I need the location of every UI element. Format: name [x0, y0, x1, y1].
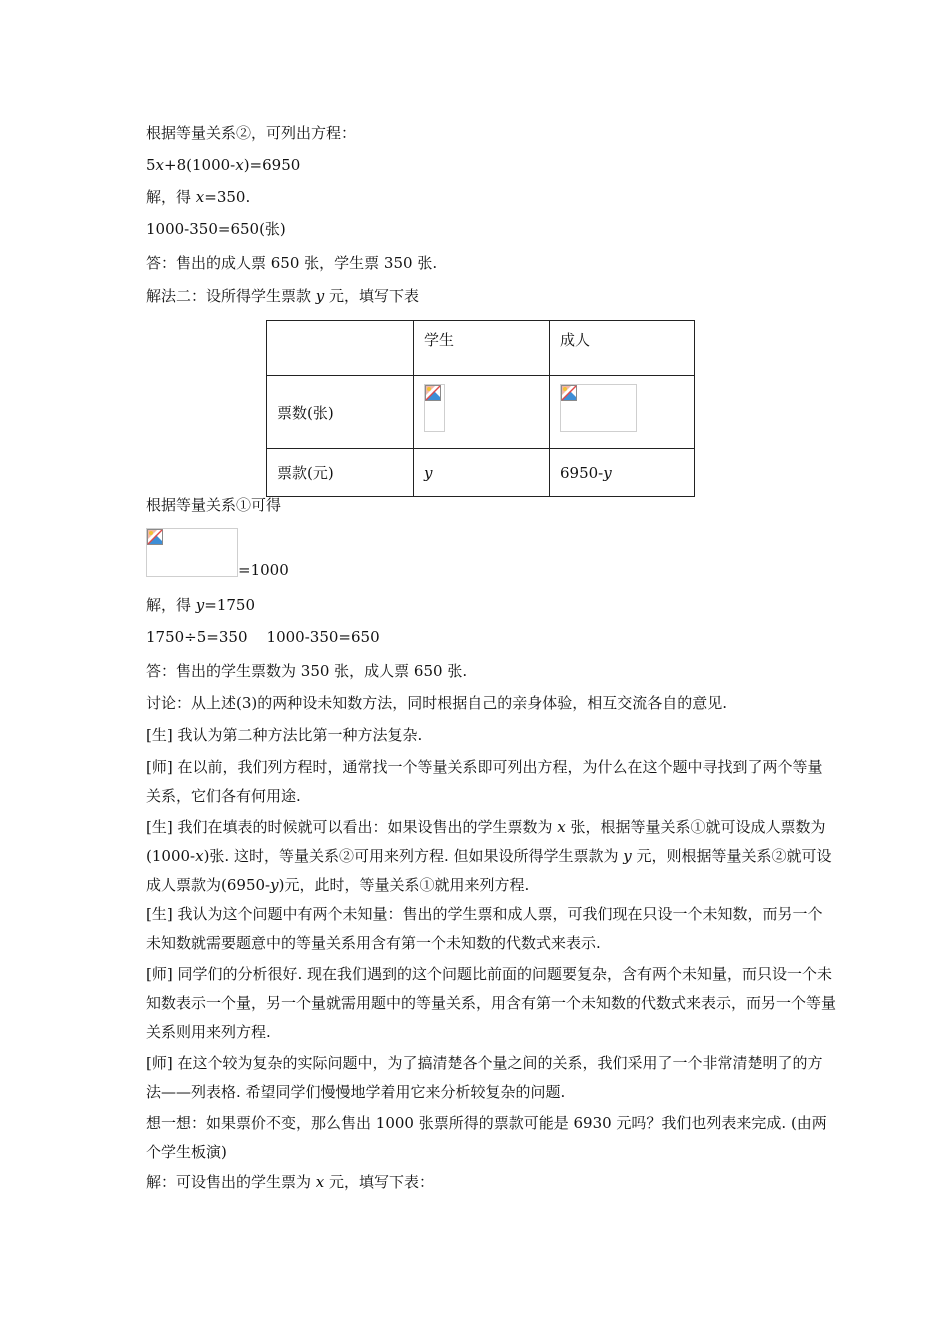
var-y: y	[623, 847, 632, 865]
var-y: y	[603, 463, 612, 482]
text: )张. 这时，等量关系②可用来列方程. 但如果设所得学生票款为	[203, 847, 624, 865]
broken-image-icon	[424, 384, 445, 432]
line-discussion: 讨论：从上述(3)的两种设未知数方法，同时根据自己的亲身体验，相互交流各自的意见.	[146, 694, 728, 712]
broken-image-icon	[560, 384, 637, 432]
eq-part: +8(1000-	[164, 156, 236, 174]
line-answer-2: 答：售出的学生票数为 350 张，成人票 650 张.	[146, 662, 468, 680]
line-calc: 1000-350=650(张)	[146, 220, 286, 238]
table-row	[267, 449, 695, 497]
var-y: y	[424, 463, 433, 482]
text: 元，则根据等量关系②就可设成人票款为(6950-	[146, 847, 832, 894]
table-cell	[550, 376, 695, 449]
line-equation	[146, 155, 300, 175]
var-x: x	[557, 818, 566, 836]
paragraph-think: 想一想：如果票价不变，那么售出 1000 张票所得的票款可能是 6930 元吗？我们也列表来完成. (由两个学生板演)	[146, 1114, 827, 1161]
broken-image-icon	[146, 528, 238, 577]
table-row	[267, 376, 695, 449]
line-solution-x	[146, 187, 250, 207]
text: 解法二：设所得学生票款	[146, 287, 316, 305]
var-x: x	[195, 847, 204, 865]
table-cell	[414, 449, 550, 497]
var-y: y	[195, 596, 205, 614]
line-method-two	[146, 286, 419, 306]
equation-row	[146, 528, 289, 577]
paragraph-teacher-5: [师] 在这个较为复杂的实际问题中，为了搞清楚各个量之间的关系，我们采用了一个非常清楚明了的方法——列表格. 希望同学们慢慢地学着用它来分析较复杂的问题.	[146, 1054, 823, 1101]
text: 解，得	[146, 596, 196, 614]
paragraph-student-3: [生] 我认为这个问题中有两个未知量：售出的学生票和成人票，可我们现在只设一个未知数，而另一个未知数就需要题意中的等量关系用含有第一个未知数的代数式来表示.	[146, 905, 823, 952]
line-relation-one: 根据等量关系①可得	[146, 496, 282, 514]
table-row	[267, 321, 695, 376]
ticket-table	[266, 320, 695, 497]
line-student-remark: [生] 我认为第二种方法比第一种方法复杂.	[146, 726, 423, 744]
table-cell	[267, 321, 414, 376]
eq-tail: =1000	[238, 561, 289, 579]
line-solution-setup	[146, 1172, 434, 1192]
table-cell	[414, 376, 550, 449]
var-y: y	[315, 287, 325, 305]
line-solution-y	[146, 595, 255, 615]
var-x: x	[155, 156, 165, 174]
var-x: x	[315, 1173, 325, 1191]
text: 6950-	[560, 463, 604, 482]
text: 解：可设售出的学生票为	[146, 1173, 316, 1191]
table-header-adult: 成人	[550, 321, 695, 376]
var-x: x	[195, 188, 205, 206]
table-header-student: 学生	[414, 321, 550, 376]
paragraph-teacher-1: [师] 在以前，我们列方程时，通常找一个等量关系即可列出方程，为什么在这个题中寻找到了两个等量关系，它们各有何用途.	[146, 758, 823, 805]
text: 元，填写下表	[324, 287, 420, 305]
eq-part: 5	[146, 156, 156, 174]
text: =350.	[204, 188, 251, 206]
text: 元，填写下表：	[324, 1173, 435, 1191]
text: [生] 我们在填表的时候就可以看出：如果设售出的学生票数为	[146, 818, 558, 836]
table-row-label-amount: 票款(元)	[267, 449, 414, 497]
table-cell	[550, 449, 695, 497]
table-row-label-count: 票数(张)	[267, 376, 414, 449]
var-x: x	[235, 156, 244, 174]
text: 张，根据等量关系①就可设成人票数为(1000-	[146, 818, 826, 865]
text: =1750	[204, 596, 256, 614]
line-calc-2: 1750÷5=350 1000-350=650	[146, 628, 380, 646]
eq-part: )=6950	[243, 156, 301, 174]
text: 解，得	[146, 188, 196, 206]
line-equation-intro: 根据等量关系②，可列出方程：	[146, 124, 357, 142]
paragraph-teacher-4: [师] 同学们的分析很好. 现在我们遇到的这个问题比前面的问题要复杂，含有两个未知量，而只设一个未知数表示一个量，另一个量就需用题中的等量关系，用含有第一个未知数的代数式来表示，而另一个等量关系则用来列方程.	[146, 965, 837, 1041]
var-y: y	[270, 876, 279, 894]
paragraph-student-2	[146, 813, 836, 900]
line-answer-1: 答：售出的成人票 650 张，学生票 350 张.	[146, 254, 438, 272]
text: )元，此时，等量关系①就用来列方程.	[278, 876, 530, 894]
